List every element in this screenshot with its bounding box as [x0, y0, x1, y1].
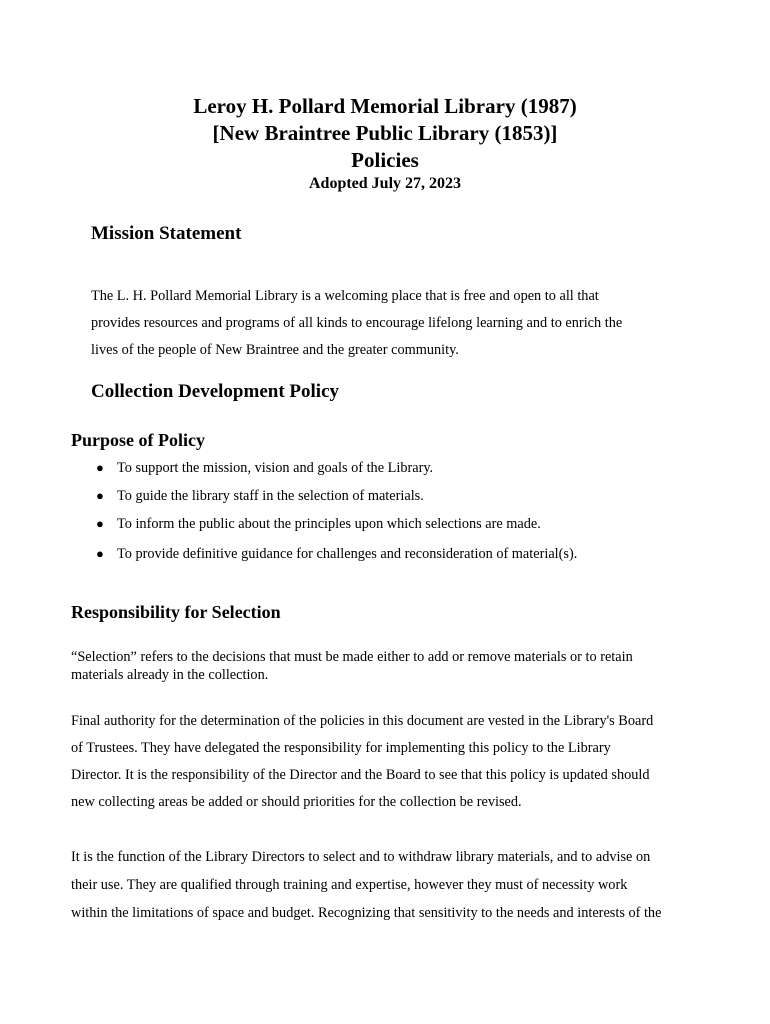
bullet-icon: ● [96, 460, 104, 475]
bullet-icon: ● [96, 488, 104, 503]
selection-definition-paragraph [71, 648, 633, 684]
text-line: provides resources and programs of all kinds to encourage lifelong learning and to enrich the [91, 315, 623, 331]
bullet-icon: ● [96, 516, 104, 531]
text-line: It is the function of the Library Directors to select and to withdraw library materials, and to advise on [71, 849, 651, 865]
list-item-text: To provide definitive guidance for challenges and reconsideration of material(s). [117, 546, 578, 562]
mission-statement-heading: Mission Statement [91, 223, 242, 244]
text-line: Director. It is the responsibility of the Director and the Board to see that this policy is updated should [71, 767, 650, 783]
title-line-policies: Policies [351, 148, 419, 172]
list-item-text: To inform the public about the principles upon which selections are made. [117, 516, 541, 532]
text-line: of Trustees. They have delegated the responsibility for implementing this policy to the Library [71, 740, 611, 756]
list-item-text: To support the mission, vision and goals of the Library. [117, 460, 434, 476]
text-line: Final authority for the determination of the policies in this document are vested in the Library's Board [71, 713, 654, 729]
adopted-date: Adopted July 27, 2023 [308, 175, 462, 192]
collection-development-heading: Collection Development Policy [91, 381, 340, 402]
final-authority-paragraph [71, 708, 653, 816]
document-title [0, 93, 770, 174]
bullet-icon: ● [96, 546, 104, 561]
mission-statement-text [91, 283, 622, 364]
text-line: lives of the people of New Braintree and the greater community. [91, 342, 459, 358]
text-line: within the limitations of space and budget. Recognizing that sensitivity to the needs and interests of the [71, 905, 662, 921]
title-line-library: Leroy H. Pollard Memorial Library (1987) [193, 94, 577, 118]
text-line: The L. H. Pollard Memorial Library is a welcoming place that is free and open to all that [91, 288, 599, 304]
text-line: new collecting areas be added or should priorities for the collection be revised. [71, 794, 522, 810]
title-line-former-name: [New Braintree Public Library (1853)] [212, 121, 558, 145]
list-item-text: To guide the library staff in the selection of materials. [117, 488, 424, 504]
library-directors-paragraph [71, 843, 661, 927]
text-line: “Selection” refers to the decisions that must be made either to add or remove materials or to retain [71, 649, 633, 665]
purpose-of-policy-heading: Purpose of Policy [71, 430, 205, 450]
text-line: their use. They are qualified through training and expertise, however they must of necessity work [71, 877, 628, 893]
text-line: materials already in the collection. [71, 667, 269, 683]
responsibility-heading: Responsibility for Selection [71, 602, 281, 622]
